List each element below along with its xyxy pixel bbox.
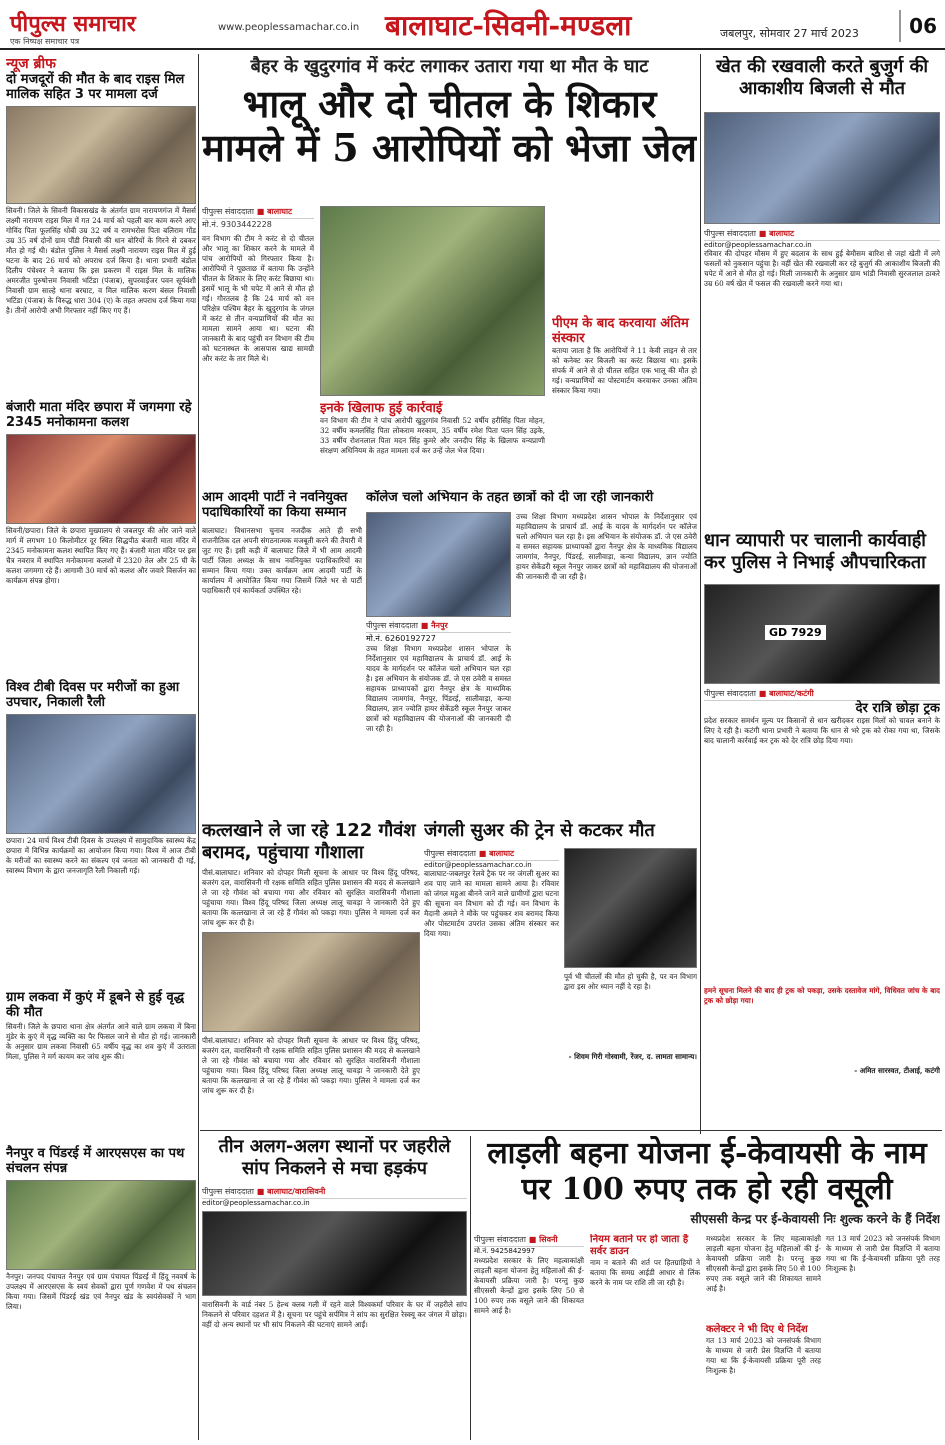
rice-mill-photo — [6, 106, 196, 204]
byline-mobile: मो.नं. 9425842997 — [474, 1247, 536, 1255]
boar-quote-name: - शिवम गिरी गोस्वामी, रेंजर, द. लामता सामान्य। — [568, 1052, 697, 1061]
byline-place: बालाघाट — [489, 849, 515, 858]
tb-rally-photo — [6, 714, 196, 834]
rss-march-photo — [6, 1180, 196, 1270]
byline-mobile: मो.नं. 9303442228 — [202, 220, 272, 229]
byline-place: बालाघाट/कटंगी — [769, 689, 814, 698]
main-sub1: इनके खिलाफ हुई कार्रवाई — [320, 401, 443, 416]
main-sub1-body: वन विभाग की टीम ने पांच आरोपी खुदुरगांव निवासी 52 वर्षीय हरीसिंह पिता मोहन, 32 वर्षीय कमलसिंह पिता लोकराम मरकाम, 35 वर्षीय रमेश पिता पतन सिंह उइके, 33 वर्षीय रोशनलाल पिता मदन सिंह कुमरे और जनदीप सिंह के खिलाफ वन्यप्राणी संरक्षण अधिनियम के तहत मामला दर्ज कर उन्हें जेल भेज दिया। — [320, 416, 545, 455]
main-body: वन विभाग की टीम ने करंट से दो चीतल और भालू का शिकार करने के मामले में पांच आरोपियों को गिरफ्तार किया है। आरोपियों ने पूछताछ में बताया कि उन्होंने चीतल के शिकार के लिए करंट बिछाया था। इसमें भालू के भी चपेट में आने से मौत हो गई। गौरतलब है कि 24 मार्च को वन परिक्षेत्र पश्चिम बैहर के खुदुरगांव के जंगल में करंट से तीन वन्यप्राणियों की मौत का मामला सामने आया था। घटना की जानकारी के बाद पहुंची वन विभाग की टीम को घटनास्थल के आसपास खाद्य सामग्री और करंट के तार मिले थे। — [202, 234, 314, 363]
cow-story — [202, 820, 420, 1125]
paddy-headline: धान व्यापारी पर चालानी कार्यवाही कर पुलिस ने निभाई औपचारिकता — [704, 530, 926, 573]
ladli-subhead: सीएससी केन्द्र पर ई-केवायसी निः शुल्क करने के हैं निर्देश — [690, 1212, 940, 1226]
wild-boar-photo — [564, 848, 697, 968]
issue-date: जबलपुर, सोमवार 27 मार्च 2023 — [720, 27, 859, 40]
ladli-sub2-body: गत 13 मार्च 2023 को जनसंपर्क विभाग के माध्यम से जारी प्रेस विज्ञप्ति में बताया गया था कि ई-केवायसी प्रक्रिया पूरी तरह निःशुल्क है। — [706, 1336, 821, 1375]
brief-title: दो मजदूरों की मौत के बाद राइस मिल मालिक सहित 3 पर मामला दर्ज — [6, 72, 185, 102]
ladli-body-cont2: गत 13 मार्च 2023 को जनसंपर्क विभाग के माध्यम से जारी प्रेस विज्ञप्ति में बताया गया था कि ई-केवायसी प्रक्रिया पूरी तरह निःशुल्क है। — [826, 1234, 940, 1273]
byline-text: पीपुल्स संवाददाता — [202, 207, 254, 216]
byline-text: पीपुल्स संवाददाता — [366, 621, 418, 630]
main-kicker: बैहर के खुदुरगांव में करंट लगाकर उतारा गया था मौत के घाट — [250, 56, 649, 77]
farmer-body: रविवार की दोपहर मौसम में हुए बदलाव के साथ हुई बेमौसम बारिश से जहां खेती में लगे फसलों को नुकसान पहुंचा है। वहीं खेत की रखवाली कर रहे बुजुर्ग की आकाशीय बिजली की चपेट में आने से मौत हो गई। मिली जानकारी के अनुसार ग्राम भांडी निवासी सुरजलाल ठाकरे उम्र 60 वर्ष खेत में फसल की रखवाली करने गया था। — [704, 249, 940, 288]
brief-title: ग्राम लकवा में कुएं में डूबने से हुई वृद्ध की मौत — [6, 990, 185, 1020]
main-sub2: पीएम के बाद करवाया अंतिम संस्कार — [552, 316, 689, 346]
paddy-subhead: देर रात्रि छोड़ा ट्रक — [855, 701, 940, 716]
byline-text: पीपुल्स संवाददाता — [704, 229, 756, 238]
section-divider — [200, 1130, 942, 1131]
accused-group-photo — [320, 206, 545, 396]
snake-body: वारासिवनी के वार्ड नंबर 5 हेल्थ क्लब गली में रहने वाले विश्वकर्मा परिवार के घर में जहरीले सांप निकलने से परिवार दहशत में है। सूचना पर पहुंचे सर्पमित्र ने सांप का सुरक्षित रेस्क्यू कर जंगल में छोड़ा। वहीं दो अन्य स्थानों पर भी सांप निकलने की घटनाएं सामने आईं। — [202, 1300, 467, 1329]
college-headline: कॉलेज चलो अभियान के तहत छात्रों को दी जा रही जानकारी — [366, 490, 654, 505]
news-brief-label: न्यूज ब्रीफ — [6, 56, 56, 72]
ladli-body: मध्यप्रदेश सरकार के लिए महत्वाकांक्षी लाड़ली बहना योजना हेतु महिलाओं की ई-केवायसी प्रक्रिया जारी है। परन्तु कुछ सीएससी केन्द्रों द्वारा इसके लिए 50 से 100 रुपए तक वसूले जाने की शिकायत सामने आई है। — [474, 1256, 584, 1315]
cattle-photo — [202, 932, 420, 1032]
aap-body: बालाघाट। विधानसभा चुनाव नजदीक आते ही सभी राजनीतिक दल अपनी संगठनात्मक मजबूती करने की तैयारी में जुट गए हैं। इसी कड़ी में बालाघाट जिले में भी आम आदमी पार्टी जिला अध्यक्ष के साथ नवनियुक्त पदाधिकारियों का सम्मान किया गया। उक्त कार्यक्रम आम आदमी पार्टी के कार्यालय में आयोजित किया गया जिसमें जिले भर से पार्टी पदाधिकारी एवं कार्यकर्ता उपस्थित रहे। — [202, 526, 362, 595]
ladli-sub2: कलेक्टर ने भी दिए थे निर्देश — [706, 1324, 808, 1335]
truck-plate: GD 7929 — [765, 625, 826, 640]
farmer-story — [704, 56, 940, 526]
snake-headline: तीन अलग-अलग स्थानों पर जहरीले सांप निकलने से मचा हड़कंप — [218, 1136, 451, 1179]
snake-story — [202, 1136, 467, 1440]
paddy-quote-name: - अमित सारस्वत, टीआई, कटंगी — [854, 1066, 940, 1075]
logo-tagline: एक निष्पक्ष समाचार पत्र — [10, 37, 80, 46]
newspaper-logo — [10, 8, 136, 47]
ladli-body-cont: मध्यप्रदेश सरकार के लिए महत्वाकांक्षी लाड़ली बहना योजना हेतु महिलाओं की ई-केवायसी प्रक्रिया जारी है। परन्तु कुछ सीएससी केन्द्रों द्वारा इसके लिए 50 से 100 रुपए तक वसूले जाने की शिकायत सामने आई है। — [706, 1234, 821, 1293]
byline-place: बालाघाट — [267, 207, 293, 216]
brief-body: सिवनी/छपारा। जिले के छपारा मुख्यालय से जबलपुर की ओर जाने वाले मार्ग में लगभग 10 किलोमीटर दूर स्थित सिद्धपीठ बंजारी माता मंदिर में 2345 मनोकामना कलश स्थापित किए गए हैं। बंजारी माता मंदिर पर इस चैत्र नवरात्र में स्थापित मनोकामना कलशों में 2320 तेल और 25 घी के कलश जगमगा रहे हैं। आगामी 30 मार्च को कलश और जवारे विसर्जन का कार्यक्रम संपन्न होगा। — [6, 526, 196, 585]
main-headline: भालू और दो चीतल के शिकार मामले में 5 आरोपियों को भेजा जेल — [202, 81, 697, 170]
hospital-photo — [704, 112, 940, 224]
brief-title: नैनपुर व पिंडरई में आरएसएस का पथ संचलन संपन्न — [6, 1146, 185, 1176]
byline-text: पीपुल्स संवाददाता — [202, 1187, 254, 1196]
snake-byline: पीपुल्स संवाददाता ■ बालाघाट/वारासिवनी — [202, 1186, 467, 1199]
aap-story — [202, 490, 362, 815]
boar-caption: पूर्व भी चीतलों की मौत हो चुकी है, पर वन विभाग द्वारा इस ओर ध्यान नहीं दे रहा है। — [564, 972, 697, 991]
college-body-cont: उच्च शिक्षा विभाग मध्यप्रदेश शासन भोपाल के निर्देशानुसार एवं महाविद्यालय के प्राचार्य डॉ. आई के यादव के मार्गदर्शन पर कॉलेज चलो अभियान चल रहा है। इस अभियान के संयोजक डॉ. जे एस ठवेरी व समस्त सहायक प्राध्यापकों द्वारा नैनपुर क्षेत्र के माध्यमिक विद्यालय जामगांव, नैनपुर, पिंडरई, सालीवाड़ा, कन्या विद्यालय, ज्ञान ज्योति हायर सेकेंडरी स्कूल नैनपुर जाकर छात्रों को महाविद्यालय की योजनाओं की जानकारी दी जा रही है। — [516, 512, 697, 581]
farmer-headline: खेत की रखवाली करते बुजुर्ग की आकाशीय बिजली से मौत — [715, 56, 929, 99]
brief-body: छपारा। 24 मार्च विश्व टीबी दिवस के उपलक्ष्य में सामुदायिक स्वास्थ्य केंद्र छपारा में विभिन्न कार्यक्रमों का आयोजन किया गया। विश्व में आज टीबी के मरीजों का स्वास्थ्य करने का संकल्प एवं जनता को जानकारी दी गई, स्वास्थ्य विभाग के द्वारा जनजागृति रैली निकाली गई। — [6, 836, 196, 875]
byline-text: पीपुल्स संवाददाता — [704, 689, 756, 698]
brief-title: बंजारी माता मंदिर छपारा में जगमगा रहे 2345 मनोकामना कलश — [6, 400, 192, 430]
paddy-quote: हमने सूचना मिलने की बाद ही ट्रक को पकड़ा, उसके दस्तावेज मांगे, विधिवत जांच के बाद ट्रक को छोड़ा गया। — [704, 986, 940, 1005]
boar-body: बालाघाट-जबलपुर रेलवे ट्रैक पर नर जंगली सुअर का शव पाए जाने का मामला सामने आया है। रविवार को जंगल महुआ बीनने जाने वाले ग्रामीणों द्वारा घटना की सूचना वन विभाग को दी गई। वन विभाग के मैदानी अमले ने मौके पर पहुंचकर शव बरामद किया और पोस्टमार्टम उपरांत उसका अंतिम संस्कार कर दिया गया। — [424, 869, 559, 938]
byline-place: बालाघाट/वारासिवनी — [267, 1187, 326, 1196]
byline-email[interactable]: editor@peoplessamachar.co.in — [424, 861, 532, 869]
brief-title: विश्व टीबी दिवस पर मरीजों का हुआ उपचार, निकाली रैली — [6, 680, 180, 710]
ladli-sub1: नियम बताने पर हो जाता है सर्वर डाउन — [590, 1234, 689, 1257]
edition-title: बालाघाट-सिवनी-मण्डला — [385, 9, 632, 42]
farmer-byline: पीपुल्स संवाददाता ■ बालाघाट — [704, 228, 940, 241]
page-number: 06 — [899, 10, 937, 42]
college-students-photo — [366, 512, 511, 617]
byline-mobile: मो.नं. 6260192727 — [366, 634, 436, 643]
boar-story — [424, 820, 697, 1125]
column-divider — [700, 54, 701, 1134]
boar-headline: जंगली सुअर की ट्रेन से कटकर मौत — [424, 820, 655, 841]
byline-place: बालाघाट — [769, 229, 795, 238]
column-divider — [470, 1136, 471, 1440]
main-story — [202, 56, 697, 486]
column-divider — [198, 54, 199, 1440]
brief-body: नैनपुर। जनपद पंचायत नैनपुर एवं ग्राम पंचायत पिंडरई में हिंदू नववर्ष के उपलक्ष्य में आरएसएस के स्वयं सेवकों द्वारा पूर्ण गणवेश में पथ संचलन किया गया। जिसमें पिंडरई खंड एवं नैनपुर खंड के स्वयंसेवकों ने भाग लिया। — [6, 1272, 196, 1311]
snake-photo — [202, 1211, 467, 1296]
ladli-story — [474, 1136, 940, 1440]
aap-headline: आम आदमी पार्टी ने नवनियुक्त पदाधिकारियों का किया सम्मान — [202, 490, 348, 520]
ladli-headline: लाड़ली बहना योजना ई-केवायसी के नाम पर 100 रुपए तक हो रही वसूली — [487, 1136, 927, 1207]
ladli-byline: पीपुल्स संवाददाता ■ सिवनी — [474, 1234, 584, 1247]
temple-kalash-photo — [6, 434, 196, 524]
cow-headline: कत्लखाने ले जा रहे 122 गौवंश बरामद, पहुंचाया गौशाला — [202, 820, 416, 863]
paddy-byline: पीपुल्स संवाददाता ■ बालाघाट/कटंगी — [704, 688, 940, 701]
cow-body: पीसं.बालाघाट। शनिवार को दोपहर मिली सूचना के आधार पर विश्व हिंदू परिषद, बजरंग दल, वारासिवनी गौ रक्षक समिति सहित पुलिस प्रशासन की मदद से कत्लखाने ले जा रहे गौवंश को बचाया गया और रविवार को सुरक्षित वारासिवनी गौशाला पहुंचाया गया। विश्व हिंदू परिषद जिला अध्यक्ष लालू चावड़ा ने जानकारी देते हुए बताया कि कत्लखाना ले जा रहे हैं गौवंश को पकड़ा गया। पुलिस ने मामला दर्ज कर जांच शुरू कर दी है। — [202, 868, 420, 927]
byline-text: पीपुल्स संवाददाता — [424, 849, 476, 858]
main-sub2-body: बताया जाता है कि आरोपियों ने 11 केवी लाइन से तार को कनेक्ट कर बिजली का करंट बिछाया था। इसके संपर्क में आने से दो चीतल सहित एक भालू की मौत हो गई। वन्यप्राणियों का पोस्टमार्टम करवाकर उनका अंतिम संस्कार किया गया। — [552, 346, 697, 395]
byline-place: सिवनी — [539, 1235, 558, 1244]
byline-email[interactable]: editor@peoplessamachar.co.in — [202, 1199, 310, 1207]
byline-place: नैनपुर — [431, 621, 448, 630]
logo-text: पीपुल्स समाचार — [10, 12, 136, 37]
ladli-sub1-body: नाम न बताने की शर्त पर हितग्राहियों ने बताया कि समग्र आईडी आधार से लिंक करने के नाम पर राशि ली जा रही है। — [590, 1258, 700, 1287]
brief-body: सिवनी। जिले के सिवनी विकासखंड के अंतर्गत ग्राम नारायणगंज में मैसर्स लक्ष्मी नारायण राइस मिल में गत 24 मार्च को पहली बार काम करने आए गोविंद पिता फूलसिंह धोबी उम्र 32 वर्ष व रामभरोस पिता बलिराम गोंड उम्र 35 वर्ष दोनों ग्राम पौंडी निवासी की धान बोरियों के गिरने से दबकर मौत हो गई थी। बंडोल पुलिस ने मैसर्स लक्ष्मी नारायण राइस मिल में हुई घटना के बाद 26 मार्च को अपराध दर्ज किया है। थाना प्रभारी बंडोल दिलीप पंचेश्वर ने बताया कि इस प्रकरण में राइस मिल के मालिक अमरजीत पुरुषोत्तम निवासी भटिंडा (पंजाब), सुपरवाईजर पवन सूर्यवंशी निवासी ग्राम साल्हे थाना बरघाट, व मिल मालिक करण बंसल निवासी भटिंडा (पंजाब) के विरुद्ध धारा 304 (ए) के तहत अपराध दर्ज किया गया है। तीनों आरोपी अभी गिरफ्तार नहीं किए गए हैं। — [6, 206, 196, 315]
byline-text: पीपुल्स संवाददाता — [474, 1235, 526, 1244]
college-body: उच्च शिक्षा विभाग मध्यप्रदेश शासन भोपाल के निर्देशानुसार एवं महाविद्यालय के प्राचार्य डॉ. आई के यादव के मार्गदर्शन पर कॉलेज चलो अभियान चल रहा है। इस अभियान के संयोजक डॉ. जे एस ठवेरी व समस्त सहायक प्राध्यापकों द्वारा नैनपुर क्षेत्र के माध्यमिक विद्यालय जामगांव, नैनपुर, पिंडरई, सालीवाड़ा, कन्या विद्यालय, ज्ञान ज्योति हायर सेकेंडरी स्कूल नैनपुर जाकर छात्रों को महाविद्यालय की योजनाओं की जानकारी दी जा रही है। — [366, 644, 511, 733]
brief-body: सिवनी। जिले के छपारा थाना क्षेत्र अंतर्गत आने वाले ग्राम लकवा में बिना मुंडेर के कुएं में वृद्ध व्यक्ति का पैर फिसल जाने से मौत हो गई। जानकारी के अनुसार ग्राम लकवा निवासी 65 वर्षीय वृद्ध का शव कुएं में उतराता मिला, पुलिस ने मर्ग कायम कर जांच शुरू की। — [6, 1022, 196, 1061]
college-byline: पीपुल्स संवाददाता ■ नैनपुर — [366, 620, 511, 633]
main-byline: पीपुल्स संवाददाता ■ बालाघाट — [202, 206, 314, 219]
byline-email[interactable]: editor@peoplessamachar.co.in — [704, 241, 812, 249]
truck-photo — [704, 584, 940, 684]
news-brief-column — [6, 54, 196, 1440]
website[interactable]: www.peoplessamachar.co.in — [218, 22, 360, 33]
masthead — [0, 0, 945, 50]
boar-byline: पीपुल्स संवाददाता ■ बालाघाट — [424, 848, 559, 861]
cow-body-cont: पीसं.बालाघाट। शनिवार को दोपहर मिली सूचना के आधार पर विश्व हिंदू परिषद, बजरंग दल, वारासिवनी गौ रक्षक समिति सहित पुलिस प्रशासन की मदद से कत्लखाने ले जा रहे गौवंश को बचाया गया और रविवार को सुरक्षित वारासिवनी गौशाला पहुंचाया गया। विश्व हिंदू परिषद जिला अध्यक्ष लालू चावड़ा ने जानकारी देते हुए बताया कि कत्लखाना ले जा रहे हैं गौवंश को पकड़ा गया। पुलिस ने मामला दर्ज कर जांच शुरू कर दी है। — [202, 1036, 420, 1095]
college-story — [366, 490, 697, 815]
paddy-story — [704, 530, 940, 1128]
paddy-body: प्रदेश सरकार समर्थन मूल्य पर किसानों से धान खरीदकर राइस मिलों को चावल बनाने के लिए दे रही है। कटंगी थाना प्रभारी ने बताया कि धान से भरे ट्रक को रोका गया था, जिसके बाद चालानी कार्रवाई कर ट्रक को देर रात्रि छोड़ दिया गया। — [704, 716, 940, 745]
